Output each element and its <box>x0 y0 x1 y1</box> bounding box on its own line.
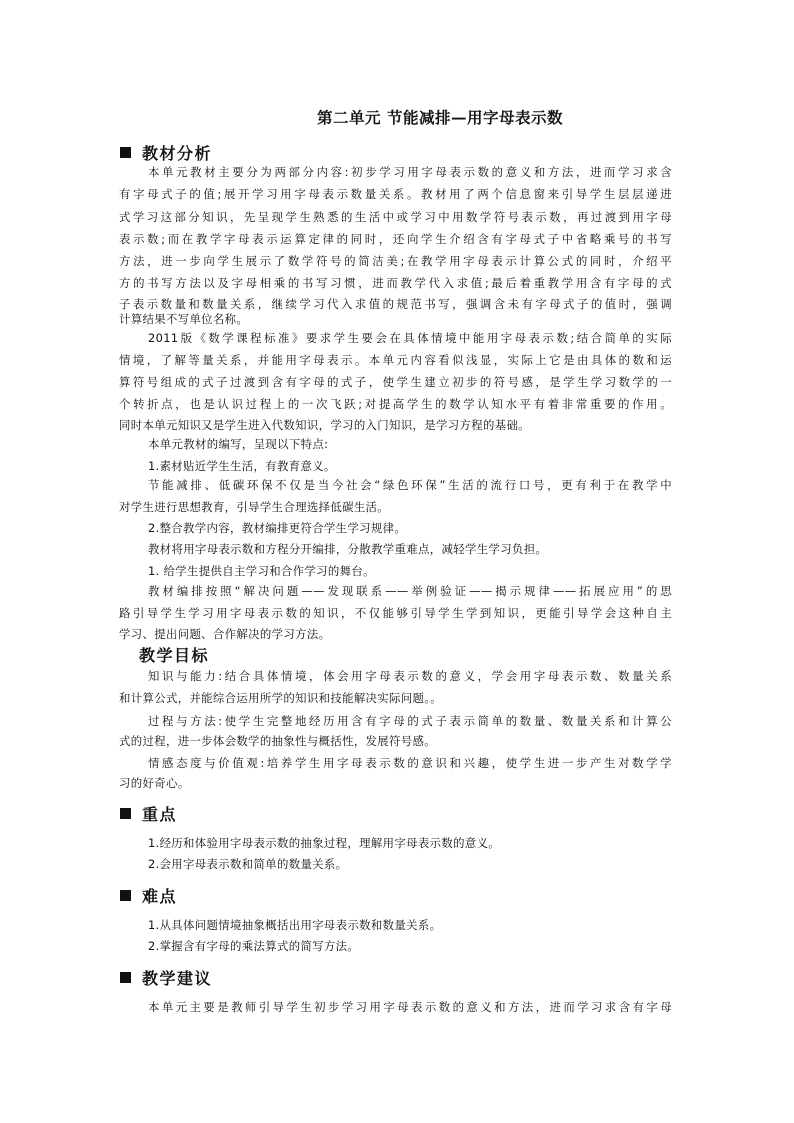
paragraph-line: 教材编排按照“解决问题——发现联系——举例验证——揭示规律——拓展应用”的思 <box>148 584 672 598</box>
paragraph-line: 和计算公式，并能综合运用所学的知识和技能解决实际问题。。 <box>119 691 443 705</box>
paragraph-line: 本单元教材的编写，呈现以下特点: <box>148 437 329 451</box>
list-item: 2.掌握含有字母的乘法算式的简写方法。 <box>148 939 360 953</box>
heading-text: 教学目标 <box>139 646 210 665</box>
section-heading-key-points <box>119 802 177 825</box>
list-item: 1. 给学生提供自主学习和合作学习的舞台。 <box>148 564 375 578</box>
square-bullet-icon <box>120 972 131 983</box>
paragraph-line: 子表示数量和数量关系，继续学习代入求值的规范书写，强调含未有字母式子的值时，强调 <box>119 297 672 311</box>
paragraph-line: 方法，进一步向学生展示了数学符号的简洁美;在教学用字母表示计算公式的同时，介绍平 <box>119 254 672 268</box>
list-item: 1.素材贴近学生生活，有教育意义。 <box>148 459 336 473</box>
paragraph-line: 方的书写方法以及字母相乘的书写习惯，进而教学代入求值;最后着重教学用含有字母的式 <box>119 276 672 290</box>
paragraph-line: 计算结果不写单位名称。 <box>119 312 249 326</box>
section-heading-suggestions <box>119 966 212 989</box>
list-item: 1.经历和体验用字母表示数的抽象过程，理解用字母表示数的意义。 <box>148 836 501 850</box>
paragraph-line: 路引导学生学习用字母表示数的知识，不仅能够引导学生学到知识，更能引导学会这种自主 <box>119 606 672 620</box>
paragraph-line: 式的过程，进一步体会数学的抽象性与概括性，发展符号感。 <box>119 734 436 748</box>
heading-text: 教学建议 <box>142 969 213 988</box>
paragraph-line: 教材将用字母表示数和方程分开编排，分散教学重难点，减轻学生学习负担。 <box>148 542 548 556</box>
paragraph-line: 本单元主要是教师引导学生初步学习用字母表示数的意义和方法，进而学习求含有字母 <box>148 1000 672 1014</box>
paragraph-line: 习的好奇心。 <box>119 776 190 790</box>
square-bullet-icon <box>120 147 131 158</box>
section-heading-goals <box>139 643 209 666</box>
square-bullet-icon <box>120 808 131 819</box>
paragraph-line: 知识与能力:结合具体情境，体会用字母表示数的意义，学会用字母表示数、数量关系 <box>148 669 672 683</box>
list-item: 2.整合教学内容，教材编排更符合学生学习规律。 <box>148 521 407 535</box>
paragraph-line: 有字母式子的值;展开学习用字母表示数量关系。教材用了两个信息窗来引导学生层层递进 <box>119 187 672 201</box>
paragraph-line: 算符号组成的式子过渡到含有字母的式子，使学生建立初步的符号感，是学生学习数学的一 <box>119 375 672 389</box>
paragraph-line: 过程与方法:使学生完整地经历用含有字母的式子表示简单的数量、数量关系和计算公 <box>148 714 672 728</box>
paragraph-line: 本单元教材主要分为两部分内容:初步学习用字母表示数的意义和方法，进而学习求含 <box>148 165 672 179</box>
paragraph-line: 同时本单元知识又是学生进入代数知识，学习的入门知识，是学习方程的基础。 <box>119 418 530 432</box>
heading-text: 难点 <box>142 887 178 906</box>
list-item: 1.从具体问题情境抽象概括出用字母表示数和数量关系。 <box>148 918 442 932</box>
document-title: 第二单元 节能减排—用字母表示数 <box>317 108 563 127</box>
paragraph-line: 对学生进行思想教育，引导学生合理选择低碳生活。 <box>119 500 390 514</box>
list-item: 2.会用字母表示数和简单的数量关系。 <box>148 857 348 871</box>
section-heading-analysis <box>119 141 212 164</box>
section-heading-difficulties <box>119 884 177 907</box>
heading-text: 重点 <box>142 805 178 824</box>
paragraph-line: 式学习这部分知识，先呈现学生熟悉的生活中或学习中用数学符号表示数，再过渡到用字母 <box>119 210 672 224</box>
square-bullet-icon <box>120 890 131 901</box>
paragraph-line: 情感态度与价值观:培养学生用字母表示数的意识和兴趣，使学生进一步产生对数学学 <box>148 756 672 770</box>
paragraph-line: 节能减排、低碳环保不仅是当今社会“绿色环保”生活的流行口号，更有利于在教学中 <box>148 478 672 492</box>
heading-text: 教材分析 <box>142 144 213 163</box>
paragraph-line: 情境，了解等量关系，并能用字母表示。本单元内容看似浅显，实际上它是由具体的数和运 <box>119 353 672 367</box>
paragraph-line: 2011版《数学课程标准》要求学生要会在具体情境中能用字母表示数;结合简单的实际 <box>148 331 672 345</box>
paragraph-line: 个转折点，也是认识过程上的一次飞跃;对提高学生的数学认知水平有着非常重要的作用。 <box>119 397 672 411</box>
paragraph-line: 表示数;而在教学字母表示运算定律的同时，还向学生介绍含有字母式子中省略乘号的书写 <box>119 232 672 246</box>
paragraph-line: 学习、提出问题、合作解决的学习方法。 <box>119 627 331 641</box>
